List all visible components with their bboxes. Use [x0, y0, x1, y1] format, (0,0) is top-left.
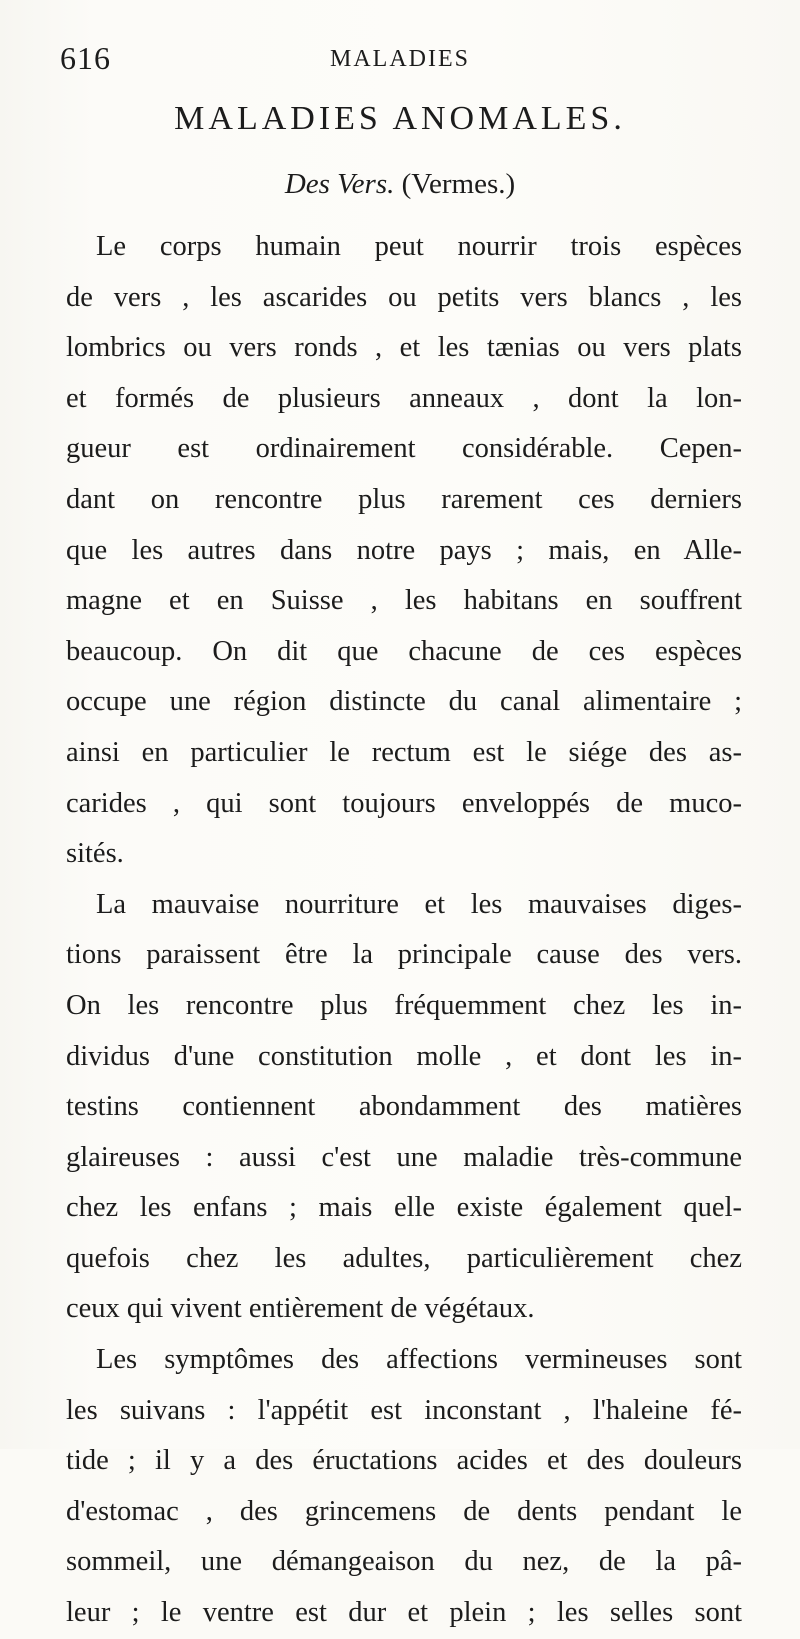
text-line: La mauvaise nourriture et les mauvaises diges- — [96, 888, 742, 920]
section-title: MALADIES ANOMALES. — [174, 100, 626, 137]
text-line: lombrics ou vers ronds , et les tænias ou vers plats — [66, 332, 742, 364]
text-line: d'estomac , des grincemens de dents pendant le — [66, 1495, 742, 1527]
text-line: leur ; le ventre est dur et plein ; les selles sont — [66, 1597, 742, 1629]
text-line: que les autres dans notre pays ; mais, en Alle- — [66, 534, 742, 566]
text-line: ainsi en particulier le rectum est le siége des as- — [66, 736, 742, 768]
section-subtitle — [0, 168, 800, 201]
text-line: dividus d'une constitution molle , et dont les in- — [66, 1040, 742, 1072]
text-line: Les symptômes des affections vermineuses sont — [96, 1344, 742, 1376]
text-line: Le corps humain peut nourrir trois espèces — [96, 231, 742, 262]
text-line: les suivans : l'appétit est inconstant , l'haleine fé- — [66, 1394, 742, 1426]
text-line: dant on rencontre plus rarement ces derniers — [66, 483, 742, 515]
text-line: carides , qui sont toujours enveloppés de muco- — [66, 787, 742, 819]
running-head — [60, 40, 740, 90]
text-line: gueur est ordinairement considérable. Cepen- — [66, 433, 742, 465]
text-line: beaucoup. On dit que chacune de ces espèces — [66, 635, 742, 667]
text-line: chez les enfans ; mais elle existe également quel- — [66, 1192, 742, 1224]
text-line: testins contiennent abondamment des matières — [66, 1091, 742, 1123]
text-line: On les rencontre plus fréquemment chez les in- — [66, 989, 742, 1021]
text-line: sités. — [66, 838, 124, 870]
text-line: occupe une région distincte du canal alimentaire ; — [66, 686, 742, 718]
text-line: et formés de plusieurs anneaux , dont la lon- — [66, 382, 742, 414]
text-line: magne et en Suisse , les habitans en souffrent — [66, 585, 742, 617]
text-line: tions paraissent être la principale cause des vers. — [66, 939, 742, 971]
text-line: glaireuses : aussi c'est une maladie très-commune — [66, 1141, 742, 1173]
running-title: MALADIES — [330, 46, 470, 72]
text-line: de vers , les ascarides ou petits vers blancs , les — [66, 281, 742, 313]
body-text — [66, 222, 742, 1639]
text-line: tide ; il y a des éructations acides et des douleurs — [66, 1445, 742, 1477]
page-number: 616 — [60, 40, 111, 76]
text-line: sommeil, une démangeaison du nez, de la pâ- — [66, 1546, 742, 1578]
subtitle-latin: (Vermes.) — [394, 168, 516, 200]
text-line: ceux qui vivent entièrement de végétaux. — [66, 1293, 535, 1325]
subtitle-italic: Des Vers. — [284, 168, 395, 200]
text-line: quefois chez les adultes, particulièrement chez — [66, 1242, 742, 1274]
